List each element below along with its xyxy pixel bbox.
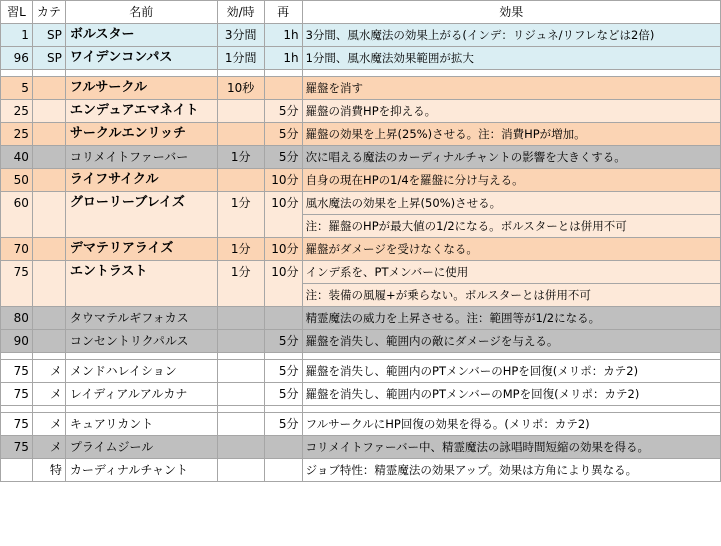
cell-recast: 5分	[264, 146, 302, 169]
cell-duration: 10秒	[217, 77, 264, 100]
table-row	[1, 383, 721, 406]
table-row-continuation	[1, 215, 721, 238]
header-effect: 効果	[302, 1, 720, 24]
cell-category	[32, 100, 65, 123]
table-row	[1, 360, 721, 383]
cell-name: キュアリカント	[65, 413, 217, 436]
table-row	[1, 169, 721, 192]
cell-recast: 10分	[264, 261, 302, 284]
cell-empty	[264, 215, 302, 238]
cell-level: 70	[1, 238, 33, 261]
cell-duration: 1分	[217, 192, 264, 215]
cell-effect: 羅盤がダメージを受けなくなる。	[302, 238, 720, 261]
header-name: 名前	[65, 1, 217, 24]
cell-level: 75	[1, 261, 33, 284]
cell-empty	[1, 284, 33, 307]
cell-effect: 羅盤を消失し、範囲内の敵にダメージを与える。	[302, 330, 720, 353]
cell-recast: 5分	[264, 413, 302, 436]
cell-level: 50	[1, 169, 33, 192]
cell-duration: 3分間	[217, 24, 264, 47]
separator-cell	[1, 406, 33, 413]
cell-name: ワイデンコンパス	[65, 47, 217, 70]
cell-category: メ	[32, 360, 65, 383]
cell-empty	[32, 215, 65, 238]
cell-level: 60	[1, 192, 33, 215]
cell-recast: 5分	[264, 360, 302, 383]
table-row	[1, 238, 721, 261]
cell-name: タウマテルギフォカス	[65, 307, 217, 330]
cell-recast: 10分	[264, 192, 302, 215]
cell-recast	[264, 459, 302, 482]
cell-empty	[264, 284, 302, 307]
cell-level: 40	[1, 146, 33, 169]
separator-cell	[32, 353, 65, 360]
cell-category	[32, 307, 65, 330]
cell-recast: 1h	[264, 47, 302, 70]
cell-recast: 1h	[264, 24, 302, 47]
cell-category: メ	[32, 436, 65, 459]
cell-category	[32, 330, 65, 353]
table-row	[1, 330, 721, 353]
cell-name: メンドハレイション	[65, 360, 217, 383]
cell-level: 75	[1, 360, 33, 383]
cell-level: 1	[1, 24, 33, 47]
cell-category	[32, 169, 65, 192]
cell-recast	[264, 307, 302, 330]
cell-duration	[217, 123, 264, 146]
separator-cell	[302, 406, 720, 413]
cell-name: カーディナルチャント	[65, 459, 217, 482]
table-row	[1, 307, 721, 330]
cell-effect: 羅盤を消失し、範囲内のPTメンバーのHPを回復(メリポ：カテ2)	[302, 360, 720, 383]
separator-cell	[217, 70, 264, 77]
table-body	[1, 24, 721, 482]
cell-effect-note: 注：装備の風履+が乗らない。ボルスターとは併用不可	[302, 284, 720, 307]
table-row	[1, 192, 721, 215]
separator-cell	[65, 406, 217, 413]
separator-cell	[264, 406, 302, 413]
table-row	[1, 459, 721, 482]
cell-effect: 羅盤を消失し、範囲内のPTメンバーのMPを回復(メリポ：カテ2)	[302, 383, 720, 406]
cell-duration: 1分	[217, 146, 264, 169]
cell-empty	[32, 284, 65, 307]
separator-cell	[32, 406, 65, 413]
table-row	[1, 261, 721, 284]
table-row	[1, 77, 721, 100]
table-row	[1, 436, 721, 459]
cell-level: 80	[1, 307, 33, 330]
cell-level: 75	[1, 383, 33, 406]
table-row	[1, 146, 721, 169]
cell-name: コンセントリクパルス	[65, 330, 217, 353]
cell-empty	[217, 215, 264, 238]
cell-category	[32, 192, 65, 215]
cell-category: メ	[32, 413, 65, 436]
cell-recast: 5分	[264, 330, 302, 353]
cell-effect: フルサークルにHP回復の効果を得る。(メリポ：カテ2)	[302, 413, 720, 436]
cell-empty	[217, 284, 264, 307]
cell-effect: 羅盤の消費HPを抑える。	[302, 100, 720, 123]
row-separator	[1, 70, 721, 77]
cell-effect-note: 注：羅盤のHPが最大値の1/2になる。ボルスターとは併用不可	[302, 215, 720, 238]
cell-effect: 次に唱える魔法のカーディナルチャントの影響を大きくする。	[302, 146, 720, 169]
cell-effect: 風水魔法の効果を上昇(50%)させる。	[302, 192, 720, 215]
cell-duration	[217, 413, 264, 436]
cell-effect: 羅盤を消す	[302, 77, 720, 100]
cell-category	[32, 261, 65, 284]
cell-level: 75	[1, 436, 33, 459]
cell-level: 96	[1, 47, 33, 70]
cell-name: ライフサイクル	[65, 169, 217, 192]
header-row	[1, 1, 721, 24]
cell-recast	[264, 77, 302, 100]
cell-name: フルサークル	[65, 77, 217, 100]
cell-name: コリメイトファーバー	[65, 146, 217, 169]
header-level: 習L	[1, 1, 33, 24]
cell-recast	[264, 436, 302, 459]
cell-category	[32, 77, 65, 100]
cell-duration	[217, 360, 264, 383]
cell-category: 特	[32, 459, 65, 482]
table-row	[1, 123, 721, 146]
cell-level	[1, 459, 33, 482]
cell-category: メ	[32, 383, 65, 406]
cell-empty	[1, 215, 33, 238]
cell-effect: 3分間、風水魔法の効果上がる(インデ：リジュネ/リフレなどは2倍)	[302, 24, 720, 47]
separator-cell	[32, 70, 65, 77]
cell-duration	[217, 330, 264, 353]
cell-name: エンデュアエマネイト	[65, 100, 217, 123]
separator-cell	[1, 353, 33, 360]
cell-duration	[217, 383, 264, 406]
cell-recast: 5分	[264, 100, 302, 123]
cell-level: 25	[1, 100, 33, 123]
cell-recast: 5分	[264, 383, 302, 406]
cell-recast: 10分	[264, 169, 302, 192]
cell-duration	[217, 436, 264, 459]
cell-empty	[65, 215, 217, 238]
cell-effect: インデ系を、PTメンバーに使用	[302, 261, 720, 284]
table-row	[1, 413, 721, 436]
separator-cell	[302, 353, 720, 360]
separator-cell	[302, 70, 720, 77]
cell-duration: 1分間	[217, 47, 264, 70]
cell-duration	[217, 100, 264, 123]
separator-cell	[65, 353, 217, 360]
cell-duration	[217, 307, 264, 330]
cell-name: デマテリアライズ	[65, 238, 217, 261]
separator-cell	[217, 406, 264, 413]
header-recast: 再	[264, 1, 302, 24]
cell-duration	[217, 169, 264, 192]
cell-name: ボルスター	[65, 24, 217, 47]
cell-category	[32, 146, 65, 169]
cell-effect: 自身の現在HPの1/4を羅盤に分け与える。	[302, 169, 720, 192]
separator-cell	[217, 353, 264, 360]
table-row-continuation	[1, 284, 721, 307]
cell-effect: ジョブ特性：精霊魔法の効果アップ。効果は方角により異なる。	[302, 459, 720, 482]
cell-duration	[217, 459, 264, 482]
table-row	[1, 100, 721, 123]
cell-name: エントラスト	[65, 261, 217, 284]
cell-empty	[65, 284, 217, 307]
cell-effect: 1分間、風水魔法効果範囲が拡大	[302, 47, 720, 70]
row-separator	[1, 406, 721, 413]
cell-category: SP	[32, 24, 65, 47]
row-separator	[1, 353, 721, 360]
cell-category	[32, 123, 65, 146]
table-row	[1, 24, 721, 47]
cell-level: 75	[1, 413, 33, 436]
separator-cell	[264, 70, 302, 77]
cell-recast: 5分	[264, 123, 302, 146]
separator-cell	[65, 70, 217, 77]
cell-name: サークルエンリッチ	[65, 123, 217, 146]
cell-level: 5	[1, 77, 33, 100]
table-row	[1, 47, 721, 70]
cell-level: 90	[1, 330, 33, 353]
cell-effect: 羅盤の効果を上昇(25%)させる。注：消費HPが増加。	[302, 123, 720, 146]
cell-recast: 10分	[264, 238, 302, 261]
cell-effect: 精霊魔法の威力を上昇させる。注：範囲等が1/2になる。	[302, 307, 720, 330]
cell-category	[32, 238, 65, 261]
header-category: カテ	[32, 1, 65, 24]
cell-name: プライムジール	[65, 436, 217, 459]
cell-effect: コリメイトファーバー中、精霊魔法の詠唱時間短縮の効果を得る。	[302, 436, 720, 459]
header-duration: 効/時	[217, 1, 264, 24]
cell-name: レイディアルアルカナ	[65, 383, 217, 406]
cell-category: SP	[32, 47, 65, 70]
cell-name: グローリーブレイズ	[65, 192, 217, 215]
cell-level: 25	[1, 123, 33, 146]
cell-duration: 1分	[217, 238, 264, 261]
cell-duration: 1分	[217, 261, 264, 284]
separator-cell	[264, 353, 302, 360]
separator-cell	[1, 70, 33, 77]
